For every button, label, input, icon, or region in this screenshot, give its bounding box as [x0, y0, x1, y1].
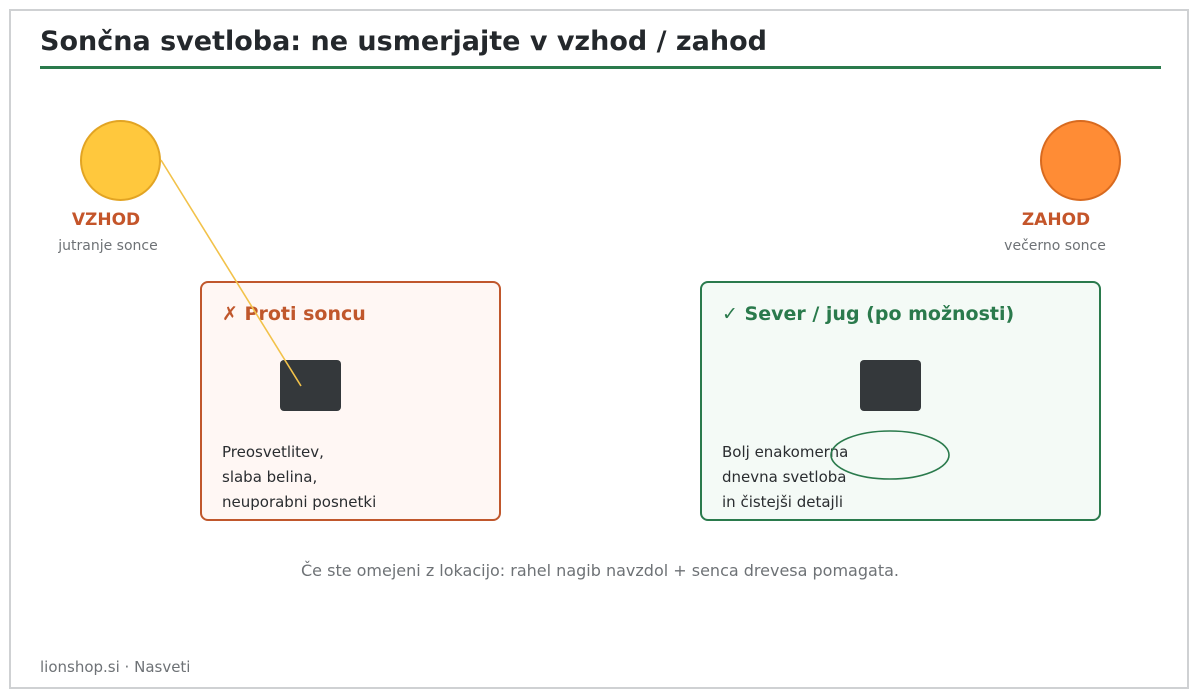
good-card-line: Bolj enakomerna — [722, 443, 849, 461]
page-title: Sončna svetloba: ne usmerjajte v vzhod / zahod — [40, 26, 767, 57]
tip-note: Če ste omejeni z lokacijo: rahel nagib navzdol + senca drevesa pomagata. — [301, 561, 899, 580]
bad-card-line: slaba belina, — [222, 468, 318, 486]
east-label: VZHOD — [71, 210, 141, 230]
bad-card-line: Preosvetlitev, — [222, 443, 324, 461]
west-sublabel: večerno sonce — [1004, 238, 1106, 254]
footer-source: lionshop.si · Nasveti — [40, 658, 191, 676]
east-sublabel: jutranje sonce — [58, 238, 158, 254]
west-label: ZAHOD — [1021, 210, 1091, 230]
good-card-title: ✓ Sever / jug (po možnosti) — [722, 303, 1015, 325]
bad-card-title: ✗ Proti soncu — [222, 303, 366, 325]
soft-light-ellipse — [831, 431, 949, 479]
good-card-line: dnevna svetloba — [722, 468, 847, 486]
sun-ray-line — [161, 160, 301, 386]
good-card-line: in čistejši detajli — [722, 493, 844, 511]
bad-card-line: neuporabni posnetki — [222, 493, 377, 511]
